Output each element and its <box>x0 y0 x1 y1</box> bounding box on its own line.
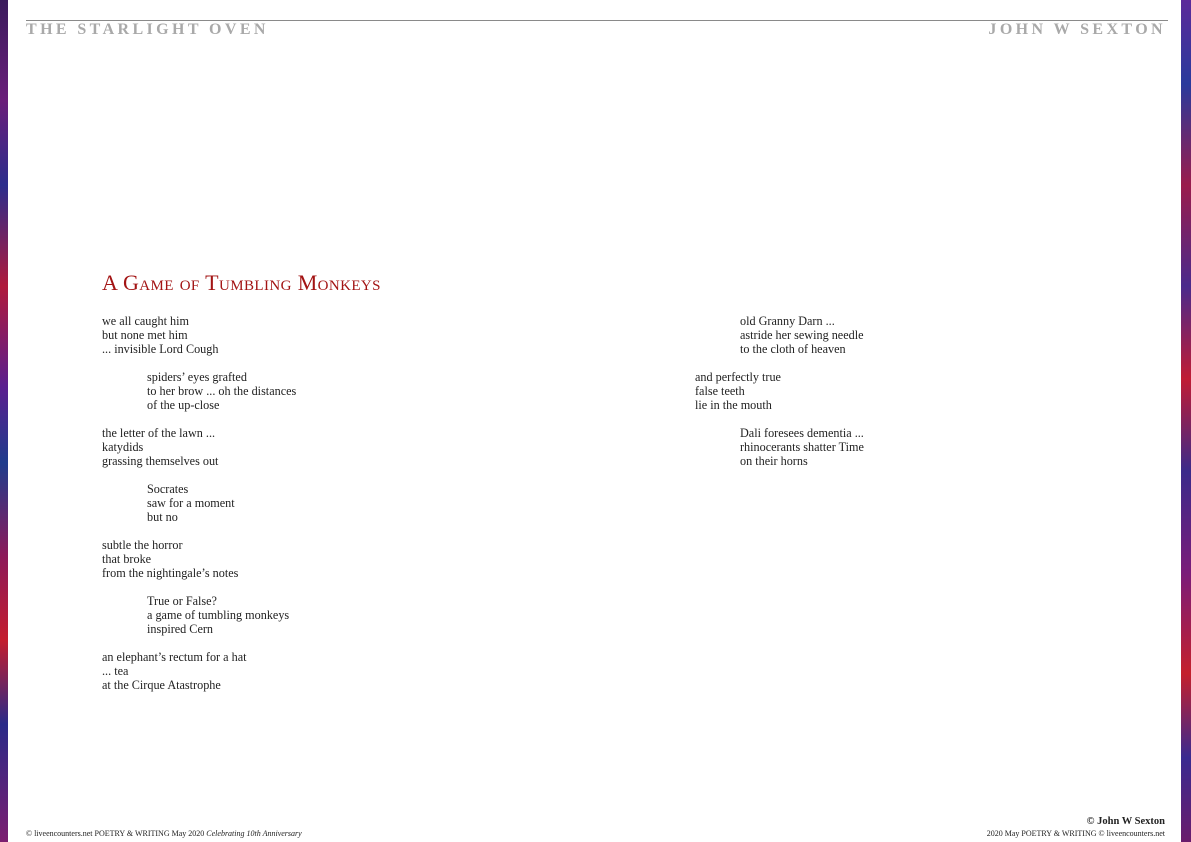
poem-line: ... tea <box>102 664 129 678</box>
poem-line: grassing themselves out <box>102 454 219 468</box>
magazine-section-title: THE STARLIGHT OVEN <box>26 21 269 38</box>
footer-right: 2020 May POETRY & WRITING © liveencounters.net <box>986 829 1165 838</box>
left-decorative-border <box>0 0 8 842</box>
poem-stanza <box>102 314 296 356</box>
poem-line: the letter of the lawn ... <box>102 426 216 440</box>
poem-right-column <box>695 314 864 482</box>
poem-line: but none met him <box>102 328 188 342</box>
poem-line: false teeth <box>695 384 745 398</box>
poem-line: and perfectly true <box>695 370 781 384</box>
poem-stanza <box>695 370 864 412</box>
poem-line: of the up-close <box>147 398 220 412</box>
poem-line: to her brow ... oh the distances <box>147 384 297 398</box>
poem-line: to the cloth of heaven <box>740 342 846 356</box>
poem-line: spiders’ eyes grafted <box>147 370 247 384</box>
poem-line: katydids <box>102 440 144 454</box>
poem-line: old Granny Darn ... <box>740 314 835 328</box>
right-decorative-border <box>1181 0 1191 842</box>
poem-stanza <box>102 538 296 580</box>
poem-stanza <box>695 426 864 468</box>
poem-line: on their horns <box>740 454 808 468</box>
poem-line: at the Cirque Atastrophe <box>102 678 221 692</box>
poem-left-column <box>102 314 296 706</box>
poem-stanza <box>102 426 296 468</box>
poem-line: an elephant’s rectum for a hat <box>102 650 247 664</box>
poem-line: saw for a moment <box>147 496 235 510</box>
poem-line: a game of tumbling monkeys <box>147 608 290 622</box>
poem-stanza <box>102 594 296 636</box>
poem-line: that broke <box>102 552 152 566</box>
poem-stanza <box>102 650 296 692</box>
footer-left-text: © liveencounters.net POETRY & WRITING May 2020 <box>26 829 207 838</box>
footer-left <box>26 829 302 838</box>
poem-line: we all caught him <box>102 314 189 328</box>
copyright-author: © John W Sexton <box>1086 816 1165 827</box>
poem-line: astride her sewing needle <box>740 328 864 342</box>
poem-line: Socrates <box>147 482 189 496</box>
poem-stanza <box>695 314 864 356</box>
poem-line: rhinocerants shatter Time <box>740 440 864 454</box>
poem-title: A Game of Tumbling Monkeys <box>102 270 381 295</box>
footer-left-italic: Celebrating 10th Anniversary <box>206 829 302 838</box>
poem-line: subtle the horror <box>102 538 183 552</box>
poem-line: True or False? <box>147 594 217 608</box>
poem-line: inspired Cern <box>147 622 214 636</box>
poem-line: but no <box>147 510 178 524</box>
poem-line: ... invisible Lord Cough <box>102 342 219 356</box>
poem-line: from the nightingale’s notes <box>102 566 239 580</box>
poem-stanza <box>102 370 296 412</box>
author-header: JOHN W SEXTON <box>988 21 1166 38</box>
poem-line: Dali foresees dementia ... <box>740 426 864 440</box>
poem-line: lie in the mouth <box>695 398 772 412</box>
poem-stanza <box>102 482 296 524</box>
